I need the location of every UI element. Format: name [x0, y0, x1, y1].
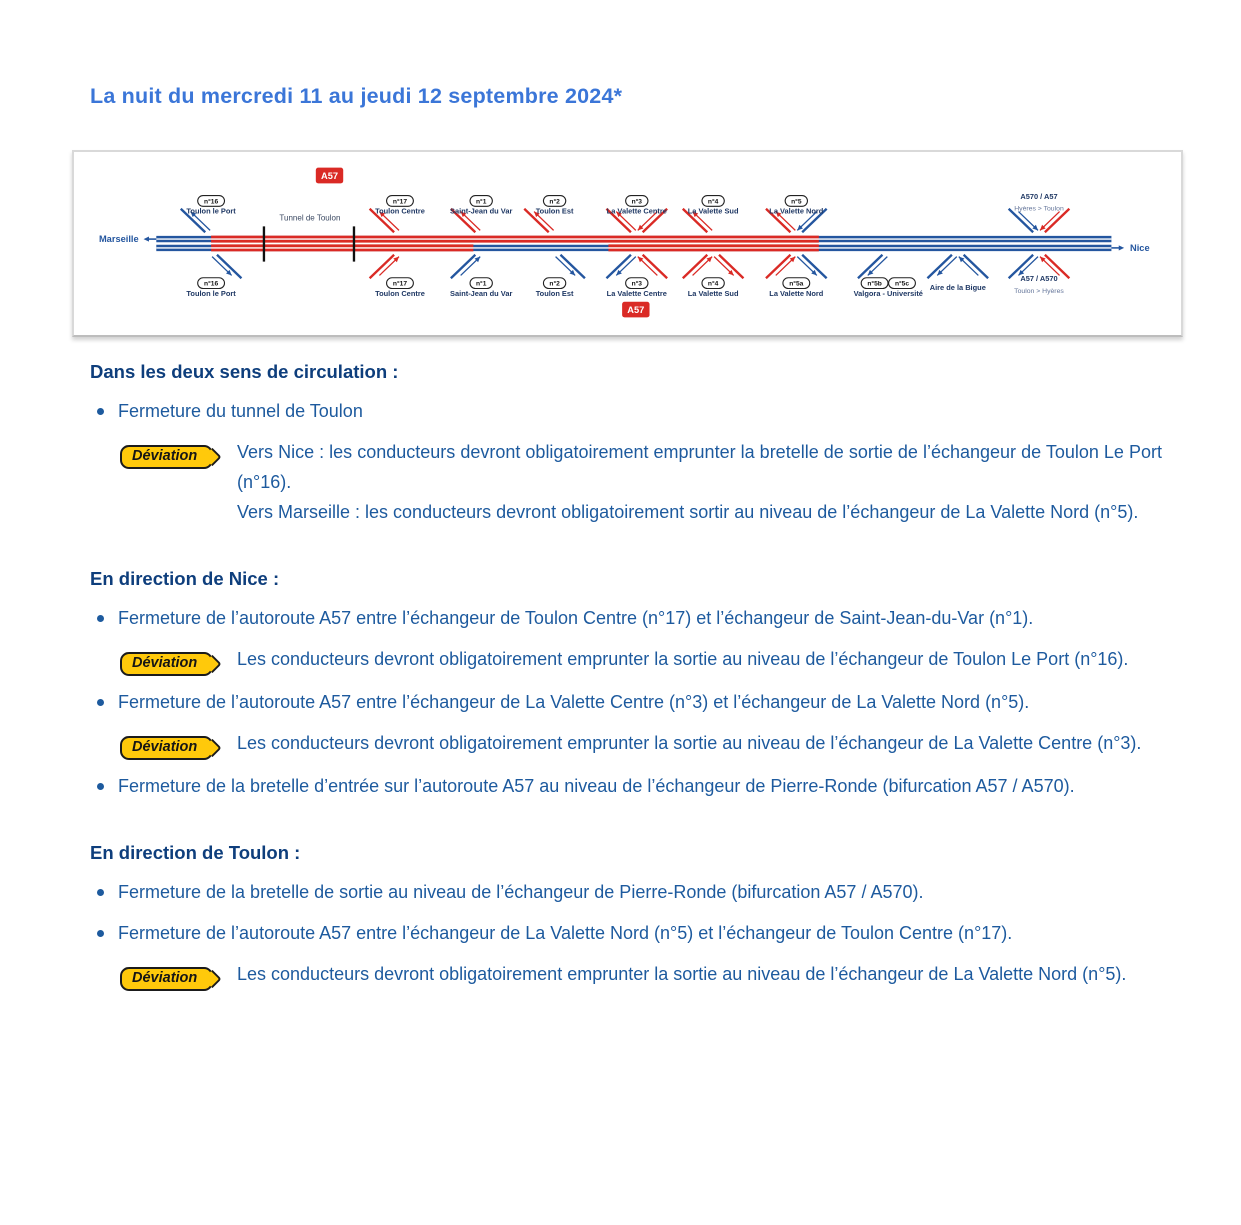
deviation-badge: Déviation [120, 736, 213, 760]
svg-text:A57: A57 [627, 304, 645, 315]
closure-text: Fermeture du tunnel de Toulon [118, 401, 363, 421]
deviation-badge: Déviation [120, 967, 213, 991]
junction-subtitle: Hyères > Toulon [1014, 205, 1064, 213]
deviation-paragraph: Vers Nice : les conducteurs devront obligatoirement emprunter la bretelle de sortie de l’échangeur de Toulon Le Port (n°16). [237, 442, 1162, 492]
closure-text: Fermeture de l’autoroute A57 entre l’échangeur de La Valette Nord (n°5) et l’échangeur de Toulon Centre (n°17). [118, 923, 1013, 943]
exit-number-badge [543, 196, 565, 207]
deviation-paragraph: Les conducteurs devront obligatoirement emprunter la sortie au niveau de l’échangeur de La Valette Centre (n°3). [237, 733, 1142, 753]
svg-text:n°5: n°5 [791, 198, 802, 206]
deviation-badge-column [120, 644, 237, 676]
junction-name: La Valette Centre [606, 206, 667, 216]
deviation-badge: Déviation [120, 652, 213, 676]
junction-name: A570 / A57 [1020, 191, 1058, 201]
bullet-dot-icon [90, 603, 118, 633]
content-sections [90, 360, 1162, 1031]
junction-name: La Valette Nord [769, 288, 824, 298]
deviation-row [90, 728, 1162, 760]
svg-text:n°1: n°1 [475, 280, 487, 288]
page-title: La nuit du mercredi 11 au jeudi 12 septembre 2024* [90, 84, 623, 108]
closure-item [90, 687, 1162, 717]
section-heading: En direction de Toulon : [90, 842, 301, 863]
deviation-row [90, 959, 1162, 991]
svg-text:n°5b: n°5b [867, 280, 882, 288]
tunnel-label: Tunnel de Toulon [279, 213, 341, 223]
junction-name: Saint-Jean du Var [450, 206, 513, 216]
exit-number-badge [783, 278, 810, 289]
svg-text:n°16: n°16 [204, 198, 219, 206]
svg-text:n°5a: n°5a [789, 280, 804, 288]
bullet-dot-icon [90, 396, 118, 426]
svg-text:n°2: n°2 [549, 280, 560, 288]
deviation-badge: Déviation [120, 445, 213, 469]
bullet-dot-icon [90, 877, 118, 907]
junction-name: Valgora - Université [853, 288, 923, 298]
closure-section [90, 841, 1162, 991]
junction-name: La Valette Centre [606, 288, 667, 298]
svg-text:n°16: n°16 [204, 280, 219, 288]
closure-text: Fermeture de l’autoroute A57 entre l’échangeur de Toulon Centre (n°17) et l’échangeur de Saint-Jean-du-Var (n°1). [118, 608, 1034, 628]
exit-number-badge [387, 196, 414, 207]
closure-text: Fermeture de la bretelle de sortie au niveau de l’échangeur de Pierre-Ronde (bifurcation A57 / A570). [118, 882, 924, 902]
route-diagram [72, 150, 1183, 337]
deviation-paragraph: Les conducteurs devront obligatoirement emprunter la sortie au niveau de l’échangeur de La Valette Nord (n°5). [237, 964, 1127, 984]
deviation-badge-column [120, 959, 237, 991]
deviation-paragraph: Vers Marseille : les conducteurs devront obligatoirement sortir au niveau de l’échangeur de La Valette Nord (n°5). [237, 502, 1139, 522]
svg-text:n°5c: n°5c [894, 280, 910, 288]
exit-number-badge [785, 196, 807, 207]
exit-number-badge [702, 196, 724, 207]
closure-item [90, 396, 1162, 426]
nice-label: Nice [1130, 242, 1150, 253]
junction-name: Toulon le Port [186, 288, 236, 298]
svg-text:A57: A57 [320, 170, 339, 181]
svg-text:n°4: n°4 [707, 280, 719, 288]
closure-text: Fermeture de la bretelle d’entrée sur l’autoroute A57 au niveau de l’échangeur de Pierre-Ronde (bifurcation A57 / A570). [118, 776, 1075, 796]
deviation-text [237, 437, 1162, 527]
svg-text:n°3: n°3 [631, 198, 642, 206]
exit-number-badge [626, 278, 648, 289]
deviation-text [237, 959, 1162, 991]
deviation-text [237, 728, 1162, 760]
svg-text:n°17: n°17 [392, 198, 408, 206]
closure-item [90, 918, 1162, 948]
closure-item [90, 877, 1162, 907]
exit-number-badge [198, 278, 225, 289]
bullet-dot-icon [90, 687, 118, 717]
section-heading: En direction de Nice : [90, 568, 280, 589]
closure-text: Fermeture de l’autoroute A57 entre l’échangeur de La Valette Centre (n°3) et l’échangeur de La Valette Nord (n°5). [118, 692, 1030, 712]
junction-name: Aire de la Bigue [929, 282, 986, 292]
junction-name: Toulon le Port [186, 206, 236, 216]
closure-section [90, 360, 1162, 527]
junction-name: La Valette Sud [687, 206, 739, 216]
exit-number-badge [702, 278, 724, 289]
exit-number-badge [198, 196, 225, 207]
bullet-dot-icon [90, 918, 118, 948]
junction-name: Toulon Centre [375, 288, 425, 298]
svg-text:n°2: n°2 [549, 198, 560, 206]
route-diagram-svg [74, 152, 1181, 335]
svg-text:n°1: n°1 [475, 198, 487, 206]
closure-section [90, 567, 1162, 801]
deviation-row [90, 644, 1162, 676]
a57-badge [622, 302, 649, 318]
exit-number-badge [626, 196, 648, 207]
deviation-badge-column [120, 437, 237, 527]
exit-number-badge [387, 278, 414, 289]
bullet-dot-icon [90, 771, 118, 801]
exit-number-badge [889, 278, 916, 289]
a57-badge [316, 168, 343, 184]
svg-text:n°17: n°17 [392, 280, 408, 288]
junction-name: La Valette Nord [769, 206, 824, 216]
junction-subtitle: Toulon > Hyères [1014, 287, 1064, 295]
closure-item [90, 603, 1162, 633]
exit-number-badge [861, 278, 888, 289]
section-heading: Dans les deux sens de circulation : [90, 361, 399, 382]
closure-item [90, 771, 1162, 801]
deviation-paragraph: Les conducteurs devront obligatoirement emprunter la sortie au niveau de l’échangeur de Toulon Le Port (n°16). [237, 649, 1129, 669]
junction-name: Toulon Est [535, 288, 574, 298]
exit-number-badge [470, 196, 492, 207]
junction-name: Toulon Est [535, 206, 574, 216]
marseille-label: Marseille [98, 234, 139, 245]
exit-number-badge [543, 278, 565, 289]
junction-name: Toulon Centre [375, 206, 425, 216]
deviation-text [237, 644, 1162, 676]
deviation-badge-column [120, 728, 237, 760]
junction-name: Saint-Jean du Var [450, 288, 513, 298]
svg-text:n°4: n°4 [707, 198, 719, 206]
junction-name: A57 / A570 [1020, 274, 1058, 284]
svg-text:n°3: n°3 [631, 280, 642, 288]
exit-number-badge [470, 278, 492, 289]
junction-name: La Valette Sud [687, 288, 739, 298]
deviation-row [90, 437, 1162, 527]
